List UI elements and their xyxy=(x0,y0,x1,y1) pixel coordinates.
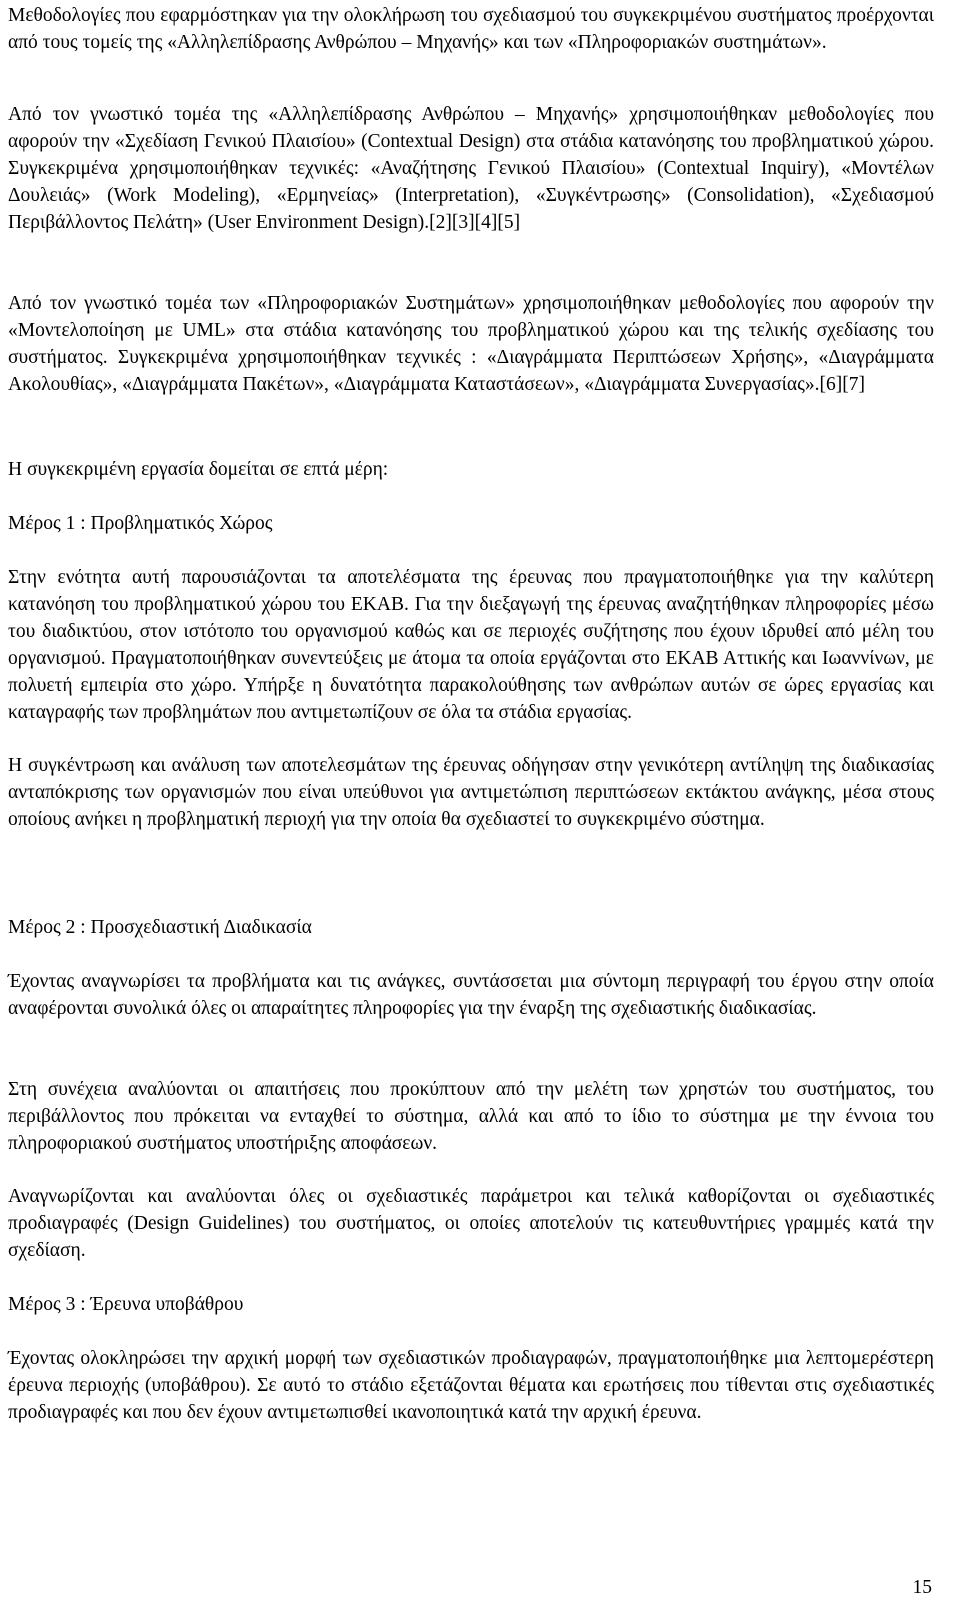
paragraph-structure-intro: Η συγκεκριμένη εργασία δομείται σε επτά μέρη: xyxy=(8,459,389,480)
paragraph-hci-methodologies: Από τον γνωστικό τομέα της «Αλληλεπίδρασης Ανθρώπου – Μηχανής» χρησιμοποιήθηκαν μεθοδολογίες που αφορούν την «Σχεδίαση Γενικού Πλαισίου» (Contextual Design) στα στάδια κατανόησης του προβληματικού χώρου. Συγκεκριμένα χρησιμοποιήθηκαν τεχνικές: «Αναζήτησης Γενικού Πλαισίου» (Contextual Inquiry), «Μοντέλων Δουλειάς» (Work Modeling), «Ερμηνείας» (Interpretation), «Συγκέντρωσης» (Consolidation), «Σχεδιασμού Περιβάλλοντος Πελάτη» (User Environment Design).[2][3][4][5] xyxy=(8,104,934,233)
section-heading-part-2: Μέρος 2 : Προσχεδιαστική Διαδικασία xyxy=(8,917,312,938)
paragraph-part-1-research: Στην ενότητα αυτή παρουσιάζονται τα αποτελέσματα της έρευνας που πραγματοποιήθηκε για την καλύτερη κατανόηση του προβληματικού χώρου του ΕΚΑΒ. Για την διεξαγωγή της έρευνας αναζητήθηκαν πληροφορίες μέσω του διαδικτύου, στον ιστότοπο του οργανισμού καθώς και σε περιοχές συζήτησης που έχουν ιδρυθεί από μέλη του οργανισμού. Πραγματοποιήθηκαν συνεντεύξεις με άτομα τα οποία εργάζονται στο ΕΚΑΒ Αττικής και Ιωαννίνων, με πολυετή εμπειρία στο χώρο. Υπήρξε η δυνατότητα παρακολούθησης των ανθρώπων αυτών σε ώρες εργασίας και καταγραφής των προβλημάτων που αντιμετωπίζουν σε όλα τα στάδια εργασίας. xyxy=(8,567,934,723)
paragraph-part-2-requirements: Στη συνέχεια αναλύονται οι απαιτήσεις που προκύπτουν από την μελέτη των χρηστών του συστήματος, του περιβάλλοντος που πρόκειται να ενταχθεί το σύστημα, αλλά και από το ίδιο το σύστημα με την έννοια του πληροφοριακού συστήματος υποστήριξης αποφάσεων. xyxy=(8,1079,934,1154)
section-heading-part-1: Μέρος 1 : Προβληματικός Χώρος xyxy=(8,513,273,534)
paragraph-methodologies-intro: Μεθοδολογίες που εφαρμόστηκαν για την ολοκλήρωση του σχεδιασμού του συγκεκριμένου συστήματος προέρχονται από τους τομείς της «Αλληλεπίδρασης Ανθρώπου – Μηχανής» και των «Πληροφοριακών συστημάτων». xyxy=(8,5,934,53)
paragraph-is-methodologies: Από τον γνωστικό τομέα των «Πληροφοριακών Συστημάτων» χρησιμοποιήθηκαν μεθοδολογίες που αφορούν την «Μοντελοποίηση με UML» στα στάδια κατανόησης του προβληματικού χώρου και της τελικής σχεδίασης του συστήματος. Συγκεκριμένα χρησιμοποιήθηκαν τεχνικές : «Διαγράμματα Περιπτώσεων Χρήσης», «Διαγράμματα Ακολουθίας», «Διαγράμματα Πακέτων», «Διαγράμματα Καταστάσεων», «Διαγράμματα Συνεργασίας».[6][7] xyxy=(8,293,934,395)
paragraph-part-1-analysis: Η συγκέντρωση και ανάλυση των αποτελεσμάτων της έρευνας οδήγησαν στην γενικότερη αντίληψη της διαδικασίας ανταπόκρισης των οργανισμών που είναι υπεύθυνοι για αντιμετώπιση περιπτώσεων εκτάκτου ανάγκης, μέσα στους οποίους ανήκει η προβληματική περιοχή για την οποία θα σχεδιαστεί το συγκεκριμένο σύστημα. xyxy=(8,755,934,830)
page-number: 15 xyxy=(912,1577,932,1598)
paragraph-part-3-background: Έχοντας ολοκληρώσει την αρχική μορφή των σχεδιαστικών προδιαγραφών, πραγματοποιήθηκε μια λεπτομερέστερη έρευνα περιοχής (υποβάθρου). Σε αυτό το στάδιο εξετάζονται θέματα και ερωτήσεις που τίθενται στις σχεδιαστικές προδιαγραφές και που δεν έχουν αντιμετωπισθεί ικανοποιητικά κατά την αρχική έρευνα. xyxy=(8,1348,934,1423)
paragraph-part-2-guidelines: Αναγνωρίζονται και αναλύονται όλες οι σχεδιαστικές παράμετροι και τελικά καθορίζονται οι σχεδιαστικές προδιαγραφές (Design Guidelines) του συστήματος, οι οποίες αποτελούν τις κατευθυντήριες γραμμές κατά την σχεδίαση. xyxy=(8,1186,934,1261)
paragraph-part-2-brief: Έχοντας αναγνωρίσει τα προβλήματα και τις ανάγκες, συντάσσεται μια σύντομη περιγραφή του έργου στην οποία αναφέρονται συνολικά όλες οι απαραίτητες πληροφορίες για την έναρξη της σχεδιαστικής διαδικασίας. xyxy=(8,971,934,1019)
section-heading-part-3: Μέρος 3 : Έρευνα υποβάθρου xyxy=(8,1294,244,1315)
